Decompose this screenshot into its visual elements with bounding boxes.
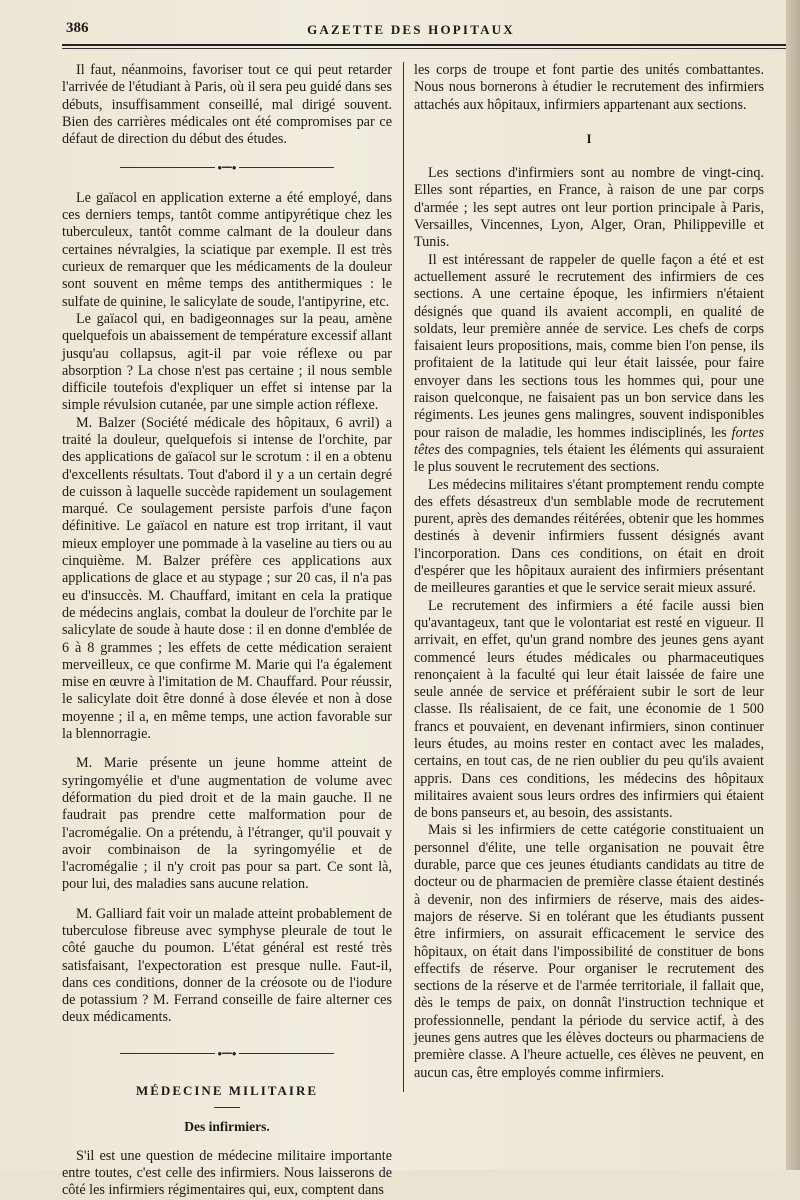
header-rule [62, 44, 786, 46]
short-rule [214, 1107, 240, 1108]
paragraph: Les médecins militaires s'étant promptement rendu compte des effets désastreux d'un semblable mode de recrutement purent, après des demandes réitérées, obtenir que les hommes destinés à devenir infirmiers fussent désignés avant l'incorporation. Dans ces conditions, on était en droit d'espérer que les hôpitaux auraient des infirmiers présentant de meilleures garanties et que le service serait mieux assuré. [414, 476, 764, 597]
section-number: I [586, 130, 592, 146]
text-run: des compagnies, tels étaient les éléments qui assuraient le plus souvent le recrutement des sections. [414, 441, 764, 476]
paragraph: Le gaïacol en application externe a été employé, dans ces derniers temps, tantôt comme antipyrétique chez les tuberculeux, tantôt comme calmant de la douleur dans certaines névralgies, la sciatique par exemple. Il est très curieux de remarquer que les médicaments de la douleur sont souvent en même temps des antithermiques : le sulfate de quinine, le salicylate de soude, l'antipyrine, etc. [62, 189, 392, 310]
ornament-divider: ●━━● [62, 158, 392, 175]
paragraph: les corps de troupe et font partie des unités combattantes. Nous nous bornerons à étudier le recrutement des infirmiers attachés aux hôpitaux, infirmiers appartenant aux sections. [414, 62, 764, 113]
italic-text: fortes têtes [414, 424, 764, 458]
paragraph: M. Marie présente un jeune homme atteint de syringomyélie et d'une augmentation de volume avec déformation du pied droit et de la main gauche. Il ne faudrait pas prendre cette malformation pour de l'acromégalie. On a prétendu, à l'étranger, qu'il pouvait y avoir combinaison de la syringomyélie et de l'acromégalie ; il n'y croit pas pour sa part. Ce sont là, pour lui, des maladies sans aucune relation. [62, 755, 392, 893]
paragraph: S'il est une question de médecine militaire importante entre toutes, c'est celle des infirmiers. Nous laisserons de côté les infirmiers régimentaires qui, eux, comptent dans [62, 1147, 392, 1199]
sub-heading: Des infirmiers. [184, 1119, 270, 1135]
page-header [62, 18, 760, 40]
section-heading: MÉDECINE MILITAIRE [135, 1083, 319, 1099]
paragraph: M. Galliard fait voir un malade atteint probablement de tuberculose fibreuse avec symphyse pleurale de tout le côté gauche du poumon. L'état général est resté très satisfaisant, l'expectoration est presque nulle. Faut-il, dans ces conditions, donner de la créosote ou de l'iodure de potassium ? M. Ferrand conseille de faire alterner ces deux médicaments. [62, 905, 392, 1026]
header-rule-thin [62, 48, 786, 49]
page-number: 386 [66, 20, 89, 36]
right-column [414, 62, 764, 1110]
column-divider [403, 62, 404, 1092]
journal-title: GAZETTE DES HOPITAUX [307, 22, 515, 37]
paragraph: M. Balzer (Société médicale des hôpitaux, 6 avril) a traité la douleur, quelquefois si intense de l'orchite, par des applications de gaïacol sur le scrotum : il en a obtenu d'excellents résultats. Tout d'abord il y a un certain degré de cuisson à laquelle succède rapidement un soulagement marqué. Ce soulagement persiste parfois d'une façon définitive. Le gaïacol en nature est trop irritant, il vaut mieux employer une pommade à la vaseline au tiers ou au cinquième. M. Balzer préfère ces applications aux applications de glace et au stypage ; sur 20 cas, il n'a pas eu d'insuccès. M. Chauffard, imitant en cela la pratique de médecins anglais, combat la douleur de l'orchite par le salicylate de soude à haute dose : il en donne d'emblée de 6 à 8 grammes ; les effets de cette médication seraient merveilleux, ce que confirme M. Marie qui l'a également mise en œuvre à l'imitation de M. Chauffard. Pour réussir, le salicylate doit être donné à dose élevée et non à dose moyenne ; il a, en même temps, une action favorable sur la blennorragie. [62, 414, 392, 743]
left-column [62, 62, 392, 1199]
paragraph: Le gaïacol qui, en badigeonnages sur la peau, amène quelquefois un abaissement de température excessif allant jusqu'au collapsus, agit-il par voie réflexe ou par absorption ? La chose n'est pas certaine ; il nous semble difficile toutefois d'expliquer un effet si intense par la simple révulsion cutanée, par une simple action réflexe. [62, 310, 392, 414]
ornament-divider: ●━━● [62, 1045, 392, 1062]
paragraph: Il faut, néanmoins, favoriser tout ce qui peut retarder l'arrivée de l'étudiant à Paris, où il sera peu guidé dans ses débuts, insuffisamment conseillé, mal dirigé souvent. Bien des carrières médicales ont été compromises par ce défaut de direction du début des études. [62, 62, 392, 148]
page-edge [786, 0, 800, 1170]
paragraph [414, 252, 764, 477]
paragraph: Le recrutement des infirmiers a été facile aussi bien qu'avantageux, tant que le volontariat est resté en vigueur. Il arrivait, en effet, qu'un grand nombre des jeunes gens ayant commencé leurs études médicales ou pharmaceutiques renonçaient à la faculté qui leur était laissée de faire une seule année de service et préféraient subir le sort de leur classe. Ils réalisaient, de ce fait, une économie de 1 500 francs et pouvaient, en devenant infirmiers, sinon continuer leurs études, au moins rester en contact avec les malades, certains, en tout cas, de ne rien oublier du peu qu'ils avaient appris. Dans ces conditions, les médecins des hôpitaux militaires avaient sous leurs ordres des infirmiers qui étaient de bons panseurs et, au besoin, des assistants. [414, 597, 764, 822]
paragraph: Mais si les infirmiers de cette catégorie constituaient un personnel d'élite, une telle organisation ne pouvait être durable, parce que ces jeunes étudiants candidats au titre de docteur ou de pharmacien de première classe étaient destinés à devenir, non des infirmiers de réserve, mais des aides-majors de réserve. Si en tolérant que les étudiants pussent être infirmiers, on assurait efficacement le service des hôpitaux, on était dans l'impossibilité de constituer de bons effectifs de réserve. Pour organiser le recrutement des sections de la réserve et de l'armée territoriale, il fallait que, dès le temps de paix, on donnât l'instruction technique et professionnelle, pendant la période du service actif, à des jeunes gens autres que les élèves docteurs ou pharmaciens de première classe. A l'heure actuelle, ces élèves ne peuvent, en aucun cas, être employés comme infirmiers. [414, 822, 764, 1081]
text-run: Il est intéressant de rappeler de quelle façon a été et est actuellement assuré le recrutement des infirmiers de ces sections. A une certaine époque, les infirmiers n'étaient désignés que quand ils avaient accompli, en qualité de soldats, leur première année de service. Les chefs de corps faisaient leurs propositions, mais, comme bien l'on pense, ils profitaient de la latitude qui leur était laissée, pour faire envoyer dans les sections tous les hommes qui, pour une raison quelconque, ne faisaient pas un bon service dans les régiments. Les jeunes gens malingres, souvent indisponibles pour raison de maladie, les hommes indisciplinés, les [414, 251, 764, 441]
paragraph: Les sections d'infirmiers sont au nombre de vingt-cinq. Elles sont réparties, en France, à raison de une par corps d'armée ; les sept autres ont leur portion principale à Paris, Versailles, Vincennes, Lyon, Alger, Oran, Philippeville et Tunis. [414, 165, 764, 251]
